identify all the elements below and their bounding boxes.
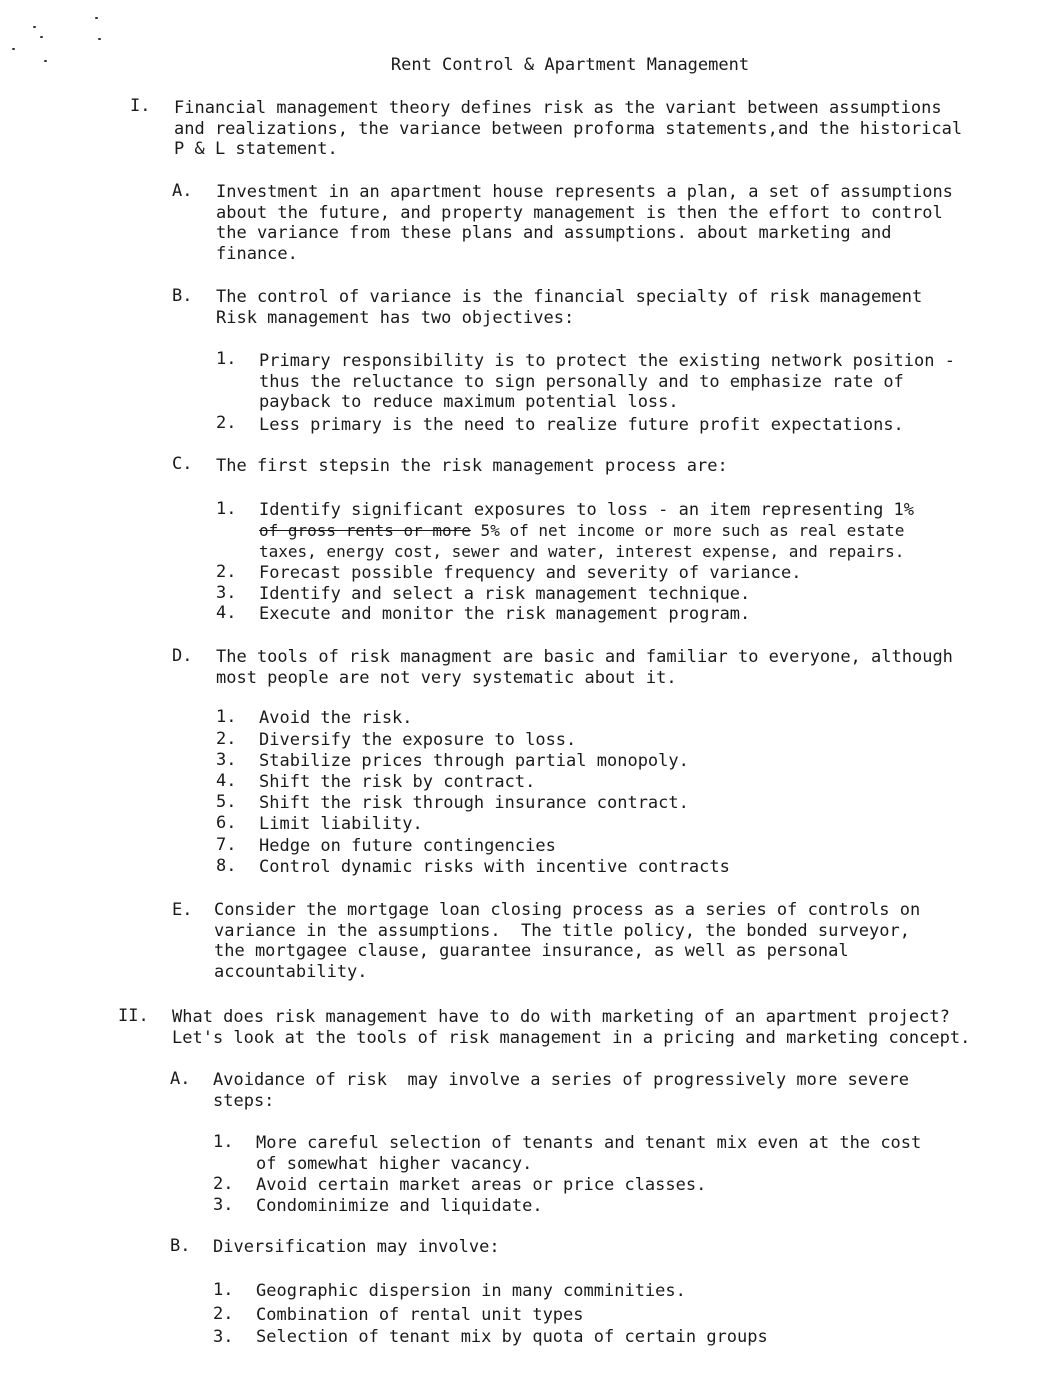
list-item-text: Primary responsibility is to protect the existing network position - thus the reluctance to sign personally and to emphasize rate of payback to reduce maximum potential loss. (259, 351, 955, 412)
list-item-label: 2. (216, 729, 237, 749)
list-item-label: 2. (213, 1174, 234, 1194)
list-item-label: 1. (216, 707, 237, 727)
list-item-text: Shift the risk through insurance contract. (259, 793, 689, 813)
list-item-label: 5. (216, 792, 237, 812)
section-1-text: Financial management theory defines risk as the variant between assumptions and realizations, the variance between proforma statements,and the historical P & L statement. (174, 98, 963, 159)
list-item-text: Combination of rental unit types (256, 1305, 584, 1325)
struck-text: of gross rents or more (259, 521, 471, 540)
list-item-text: Condominimize and liquidate. (256, 1196, 543, 1216)
list-item-label: 3. (213, 1195, 234, 1215)
list-item-text: Shift the risk by contract. (259, 772, 536, 792)
list-item-text: Diversify the exposure to loss. (259, 730, 577, 750)
page-title: Rent Control & Apartment Management (390, 55, 750, 75)
section-2-a-label: A. (170, 1069, 191, 1089)
list-item-label: 2. (213, 1304, 234, 1324)
list-item-text: Identify and select a risk management technique. (259, 584, 751, 604)
list-item-text-rest: 5% of net income or more such as real estate taxes, energy cost, sewer and water, interest expense, and repairs. (259, 521, 905, 561)
list-item-text: Control dynamic risks with incentive contracts (259, 857, 730, 877)
section-1-e-text: Consider the mortgage loan closing process as a series of controls on variance in the assumptions. The title policy, the bonded surveyor, the mortgagee clause, guarantee insurance, as well as personal accountability. (214, 900, 921, 982)
section-1-c-label: C. (172, 454, 193, 474)
section-2-text: What does risk management have to do with marketing of an apartment project? Let's look at the tools of risk management in a pricing and marketing concept. (172, 1007, 971, 1048)
list-item-label: 3. (213, 1327, 234, 1347)
section-1-c-text: The first stepsin the risk management process are: (216, 456, 728, 476)
list-item-label: 1. (213, 1132, 234, 1152)
list-item-text: Avoid certain market areas or price classes. (256, 1175, 707, 1195)
section-1-a-text: Investment in an apartment house represents a plan, a set of assumptions about the future, and property management is then the effort to control the variance from these plans and assumptions. about marketing and finance. (216, 182, 953, 264)
list-item-label: 6. (216, 813, 237, 833)
list-item-label: 4. (216, 771, 237, 791)
list-item-text: Identify significant exposures to loss - an item representing 1% (259, 500, 915, 520)
list-item-label: 8. (216, 856, 237, 876)
section-1-e-label: E. (172, 900, 193, 920)
list-item-text: Stabilize prices through partial monopoly. (259, 751, 689, 771)
section-1-b-label: B. (172, 286, 193, 306)
list-item-text: More careful selection of tenants and tenant mix even at the cost of somewhat higher vacancy. (256, 1133, 922, 1174)
section-1-d-label: D. (172, 646, 193, 666)
section-1-d-text: The tools of risk managment are basic and familiar to everyone, although most people are not very systematic about it. (216, 647, 953, 688)
list-item-label: 7. (216, 835, 237, 855)
list-item-label: 1. (213, 1280, 234, 1300)
section-2-b-text: Diversification may involve: (213, 1237, 500, 1257)
list-item-label: 3. (216, 750, 237, 770)
list-item-text: Selection of tenant mix by quota of certain groups (256, 1327, 768, 1347)
list-item-label: 1. (216, 499, 237, 519)
list-item-text: Execute and monitor the risk management program. (259, 604, 751, 624)
list-item-label: 2. (216, 562, 237, 582)
list-item-label: 2. (216, 413, 237, 433)
list-item-text: Limit liability. (259, 814, 423, 834)
section-1-a-label: A. (172, 181, 193, 201)
list-item-text: Forecast possible frequency and severity of variance. (259, 563, 802, 583)
section-2-b-label: B. (170, 1236, 191, 1256)
list-item-text: Geographic dispersion in many comminities. (256, 1281, 686, 1301)
section-1-label: I. (130, 96, 151, 116)
section-2-label: II. (118, 1006, 149, 1026)
list-item-label: 4. (216, 603, 237, 623)
list-item-label: 1. (216, 349, 237, 369)
list-item-text: Less primary is the need to realize future profit expectations. (259, 415, 904, 435)
list-item-text: Avoid the risk. (259, 708, 413, 728)
section-1-b-text: The control of variance is the financial specialty of risk management Risk management has two objectives: (216, 287, 923, 328)
list-item-text: Hedge on future contingencies (259, 836, 556, 856)
section-2-a-text: Avoidance of risk may involve a series of progressively more severe steps: (213, 1070, 909, 1111)
list-item-label: 3. (216, 583, 237, 603)
list-item-text-line2 (259, 521, 904, 562)
